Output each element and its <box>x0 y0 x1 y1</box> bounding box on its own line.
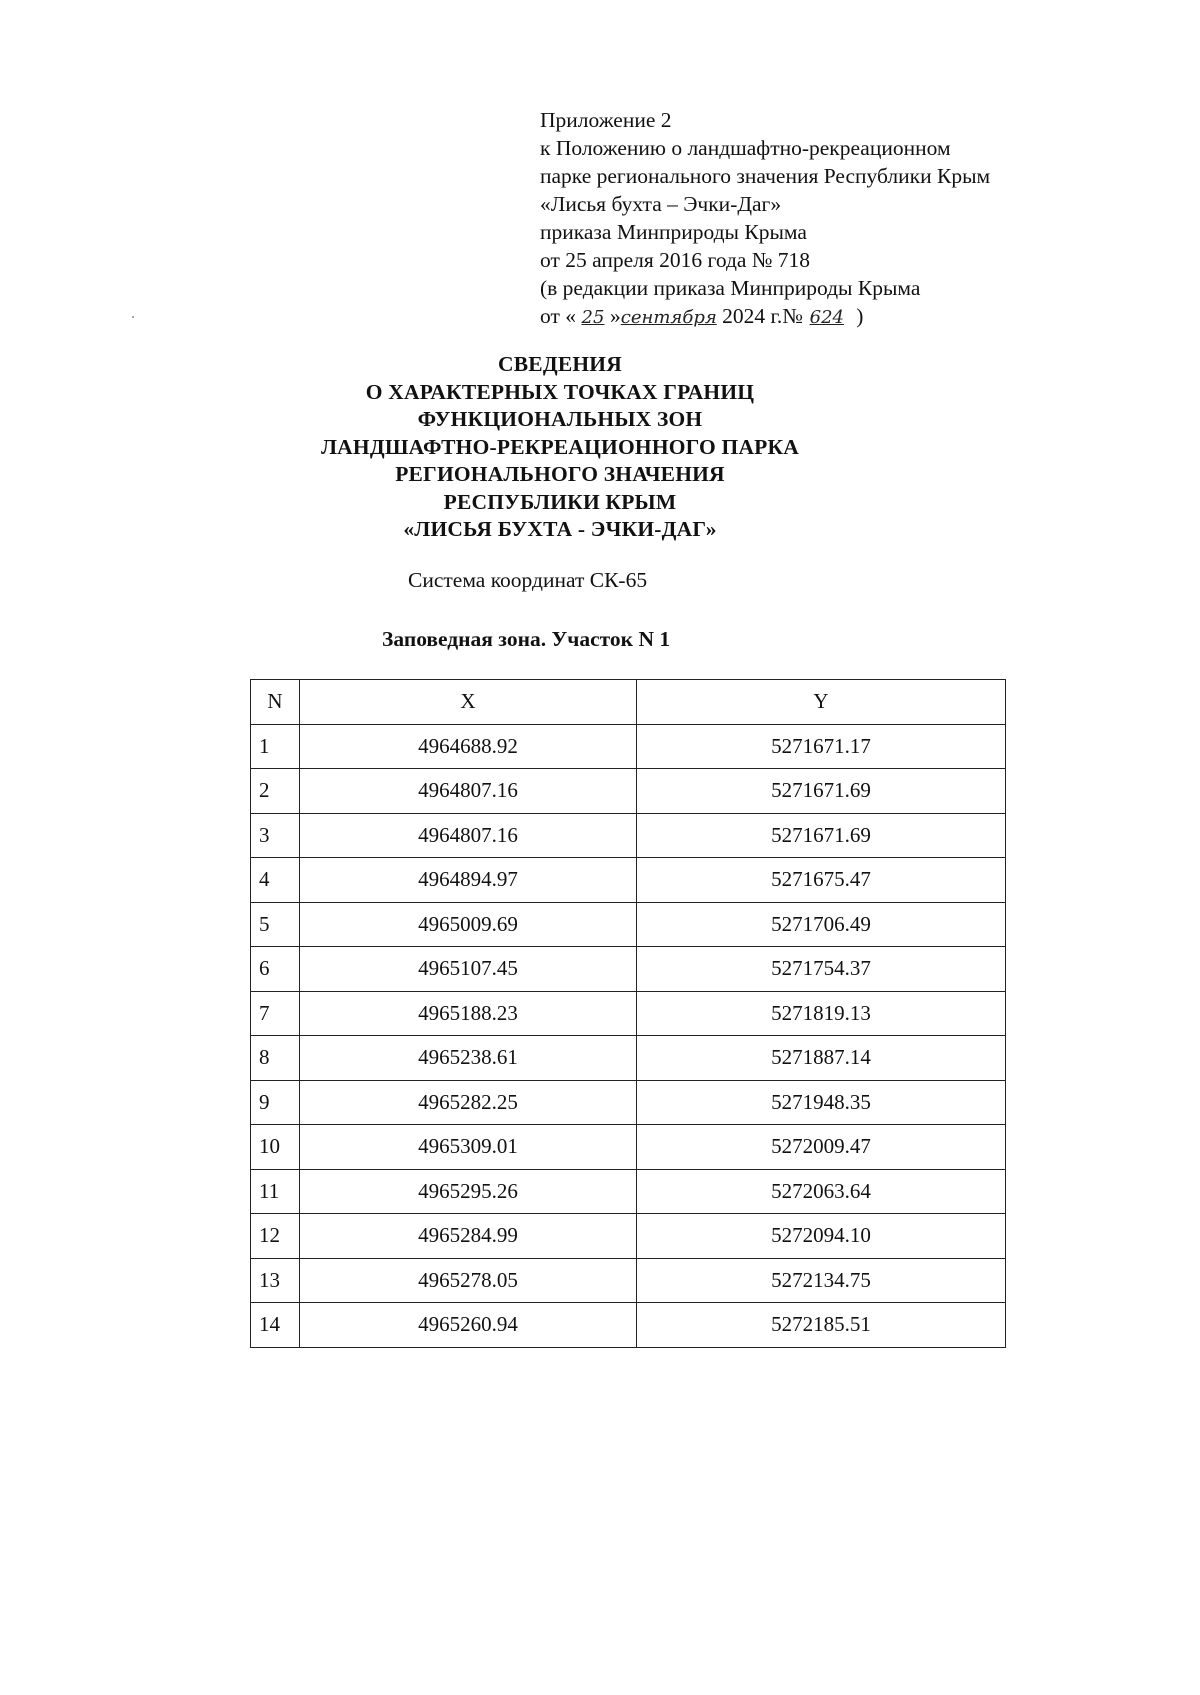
handwritten-order-number: 624 <box>809 307 844 328</box>
y-coordinate: 5272094.10 <box>637 1214 1006 1259</box>
table-row <box>251 813 1006 858</box>
y-coordinate: 5272063.64 <box>637 1169 1006 1214</box>
date-year: 2024 г.№ <box>716 304 803 328</box>
x-coordinate: 4965238.61 <box>300 1036 637 1081</box>
x-coordinate: 4965107.45 <box>300 947 637 992</box>
table-row <box>251 1036 1006 1081</box>
heading-line: РЕСПУБЛИКИ КРЫМ <box>443 489 677 514</box>
x-coordinate: 4965260.94 <box>300 1303 637 1348</box>
point-number: 9 <box>251 1080 300 1125</box>
scan-speck <box>132 316 134 318</box>
y-coordinate: 5271754.37 <box>637 947 1006 992</box>
heading-line: СВЕДЕНИЯ <box>498 352 622 376</box>
annex-line: к Положению о ландшафтно-рекреационном <box>540 136 951 160</box>
column-header-n: N <box>251 680 300 725</box>
point-number: 5 <box>251 902 300 947</box>
y-coordinate: 5271671.69 <box>637 769 1006 814</box>
x-coordinate: 4965309.01 <box>300 1125 637 1170</box>
coordinate-system-label: Система координат СК-65 <box>408 568 648 592</box>
heading-line: «ЛИСЬЯ БУХТА - ЭЧКИ-ДАГ» <box>403 517 717 541</box>
point-number: 2 <box>251 769 300 814</box>
point-number: 12 <box>251 1214 300 1259</box>
y-coordinate: 5271671.17 <box>637 724 1006 769</box>
y-coordinate: 5271675.47 <box>637 858 1006 903</box>
table-row <box>251 991 1006 1036</box>
y-coordinate: 5271887.14 <box>637 1036 1006 1081</box>
point-number: 8 <box>251 1036 300 1081</box>
x-coordinate: 4964807.16 <box>300 813 637 858</box>
heading-line: РЕГИОНАЛЬНОГО ЗНАЧЕНИЯ <box>395 462 725 486</box>
annex-line: (в редакции приказа Минприроды Крыма <box>540 276 921 300</box>
table-row <box>251 724 1006 769</box>
x-coordinate: 4964688.92 <box>300 724 637 769</box>
annex-line: от 25 апреля 2016 года № 718 <box>540 248 810 272</box>
point-number: 1 <box>251 724 300 769</box>
section-title: Заповедная зона. Участок N 1 <box>382 627 671 651</box>
annex-title: Приложение 2 <box>540 108 672 132</box>
heading-line: ФУНКЦИОНАЛЬНЫХ ЗОН <box>417 407 703 431</box>
annex-block <box>540 106 990 332</box>
x-coordinate: 4965009.69 <box>300 902 637 947</box>
y-coordinate: 5271671.69 <box>637 813 1006 858</box>
handwritten-month: сентября <box>620 307 717 328</box>
x-coordinate: 4964807.16 <box>300 769 637 814</box>
table-row <box>251 1125 1006 1170</box>
table-row <box>251 858 1006 903</box>
point-number: 6 <box>251 947 300 992</box>
point-number: 13 <box>251 1258 300 1303</box>
point-number: 10 <box>251 1125 300 1170</box>
date-mid: » <box>610 304 621 328</box>
annex-line: «Лисья бухта – Эчки-Даг» <box>540 192 782 216</box>
annex-line: парке регионального значения Республики Крым <box>540 164 991 188</box>
y-coordinate: 5271706.49 <box>637 902 1006 947</box>
table-header-row <box>251 680 1006 725</box>
table-row <box>251 947 1006 992</box>
y-coordinate: 5271948.35 <box>637 1080 1006 1125</box>
document-heading <box>240 351 880 544</box>
column-header-y: Y <box>637 680 1006 725</box>
coordinates-table <box>250 679 1006 1348</box>
table-row <box>251 769 1006 814</box>
y-coordinate: 5272009.47 <box>637 1125 1006 1170</box>
point-number: 14 <box>251 1303 300 1348</box>
x-coordinate: 4965188.23 <box>300 991 637 1036</box>
x-coordinate: 4964894.97 <box>300 858 637 903</box>
x-coordinate: 4965284.99 <box>300 1214 637 1259</box>
point-number: 3 <box>251 813 300 858</box>
table-row <box>251 1169 1006 1214</box>
point-number: 4 <box>251 858 300 903</box>
x-coordinate: 4965295.26 <box>300 1169 637 1214</box>
point-number: 7 <box>251 991 300 1036</box>
handwritten-day: 25 <box>581 307 605 328</box>
table-row <box>251 902 1006 947</box>
y-coordinate: 5272134.75 <box>637 1258 1006 1303</box>
heading-line: ЛАНДШАФТНО-РЕКРЕАЦИОННОГО ПАРКА <box>320 434 800 459</box>
date-suffix: ) <box>850 304 864 328</box>
x-coordinate: 4965282.25 <box>300 1080 637 1125</box>
column-header-x: X <box>300 680 637 725</box>
table-row <box>251 1303 1006 1348</box>
table-row <box>251 1214 1006 1259</box>
table-row <box>251 1258 1006 1303</box>
date-prefix: от « <box>540 304 576 328</box>
annex-line: приказа Минприроды Крыма <box>540 220 807 244</box>
table-row <box>251 1080 1006 1125</box>
point-number: 11 <box>251 1169 300 1214</box>
y-coordinate: 5271819.13 <box>637 991 1006 1036</box>
annex-date-line <box>540 302 990 332</box>
y-coordinate: 5272185.51 <box>637 1303 1006 1348</box>
x-coordinate: 4965278.05 <box>300 1258 637 1303</box>
heading-line: О ХАРАКТЕРНЫХ ТОЧКАХ ГРАНИЦ <box>365 379 755 404</box>
